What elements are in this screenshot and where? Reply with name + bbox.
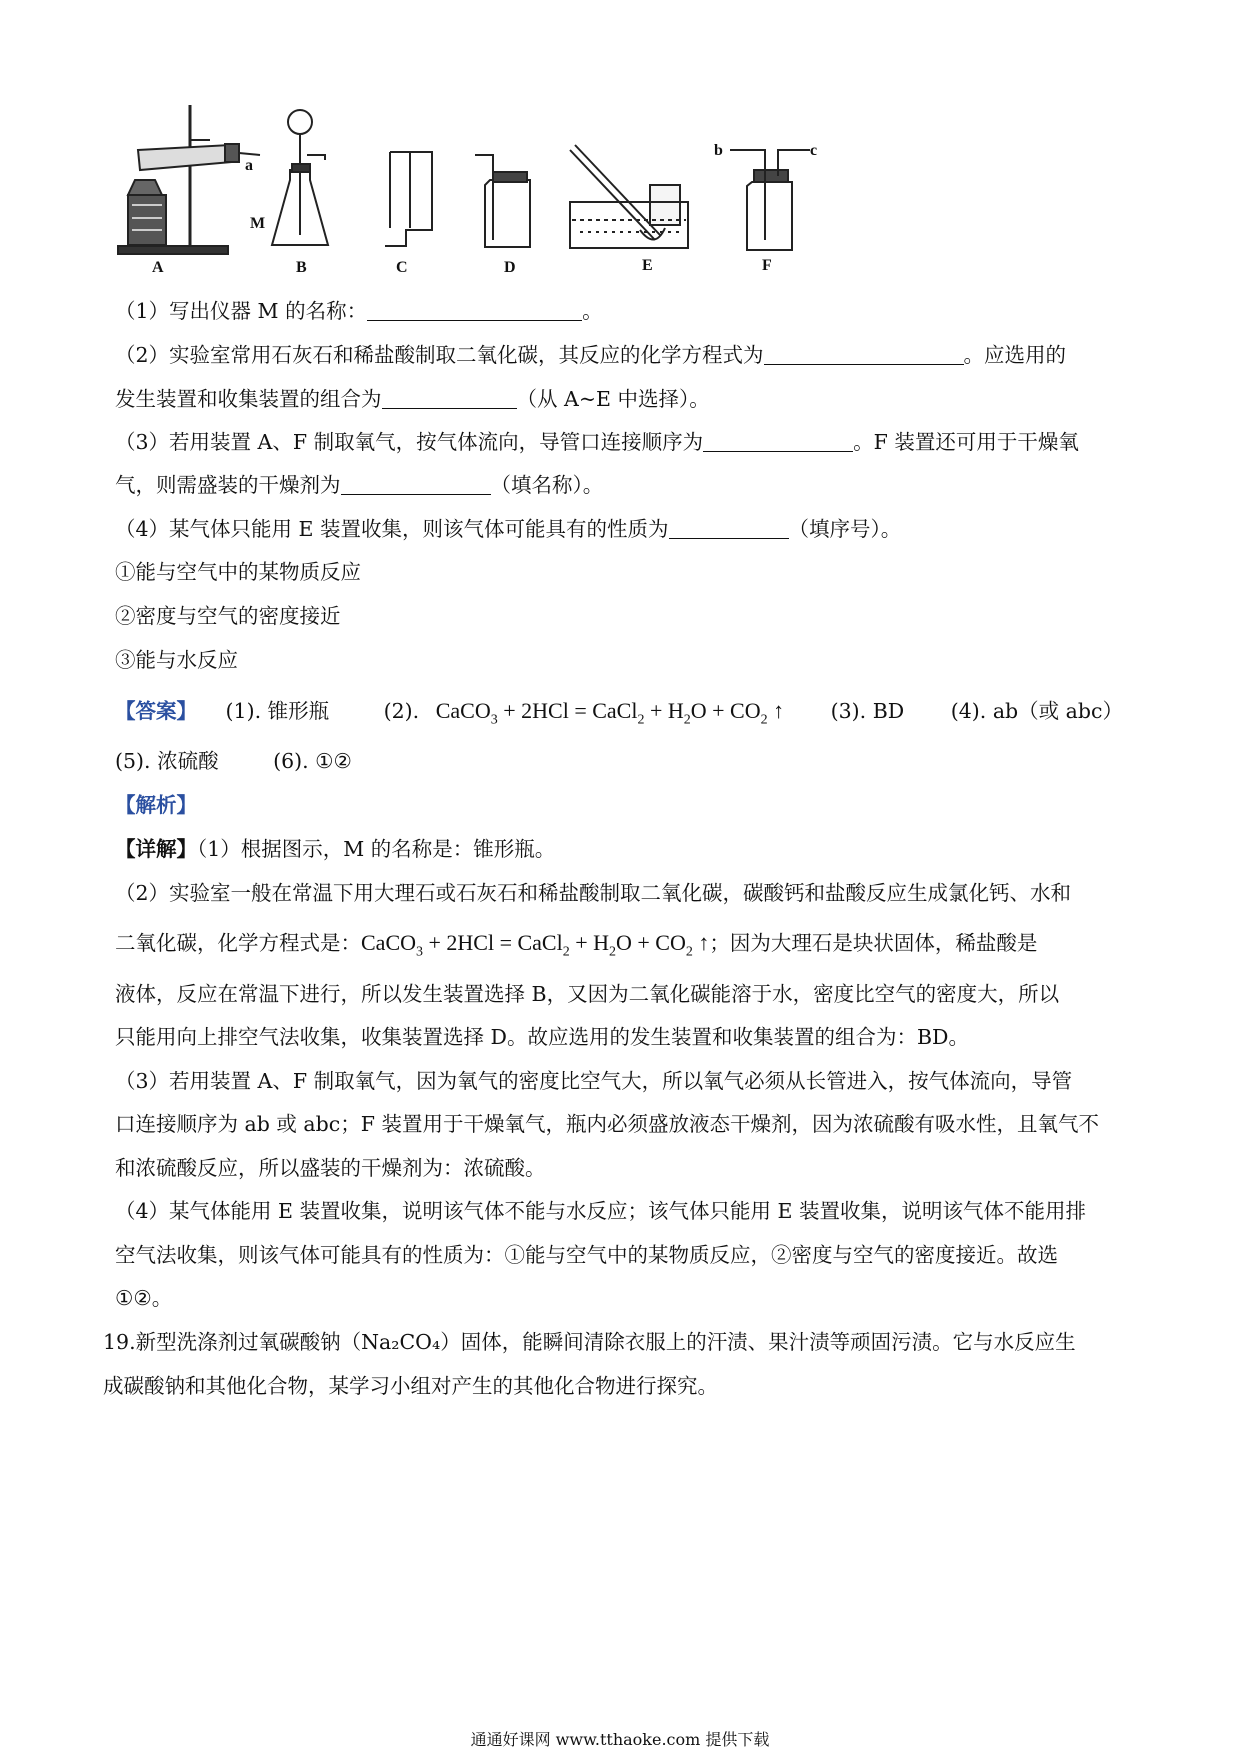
answer-blank <box>703 429 853 452</box>
analysis-p3-l2: 口连接顺序为 ab 或 abc；F 装置用于干燥氧气，瓶内必须盛放液态干燥剂，因为浓硫酸有吸水性，且氧气不 <box>115 1112 1099 1136</box>
footer-watermark: 通通好课网 www.tthaoke.com 提供下载 <box>470 1730 770 1749</box>
answer-blank <box>341 472 491 495</box>
label-c-apparatus: C <box>396 259 408 276</box>
label-b-apparatus: B <box>296 259 307 276</box>
answer-label: 【答案】 <box>115 699 197 723</box>
answer-blank <box>367 298 582 321</box>
apparatus-f <box>730 150 810 250</box>
label-m: M <box>250 215 266 232</box>
equation-caco3-inline: CaCO$_3$ + 2HCl = CaCl$_2$ + $H_2O + CO_2$ ↑ <box>361 930 710 960</box>
equation-caco3: CaCO$_3$ + 2HCl = CaCl$_2$ + $H_2O + CO_2$ ↑ <box>435 698 785 728</box>
question-2-line-1: （2）实验室常用石灰石和稀盐酸制取二氧化碳，其反应的化学方程式为 。应选用的 <box>115 343 1067 367</box>
question-1: （1）写出仪器 M 的名称： 。 <box>115 299 603 323</box>
option-3: ③能与水反应 <box>115 648 238 672</box>
label-d-apparatus: D <box>504 259 516 276</box>
question-19-l2: 成碳酸钠和其他化合物，某学习小组对产生的其他化合物进行探究。 <box>103 1374 718 1398</box>
answer-blank <box>764 342 964 365</box>
apparatus-e <box>570 145 688 248</box>
answer-line-2: (5). 浓硫酸 (6). ①② <box>115 749 352 773</box>
analysis-p4-l2: 空气法收集，则该气体可能具有的性质为：①能与空气中的某物质反应，②密度与空气的密度接近。故选 <box>115 1243 1058 1267</box>
question-3-line-1: （3）若用装置 A、F 制取氧气，按气体流向，导管口连接顺序为 。F 装置还可用于干燥氧 <box>115 430 1079 454</box>
option-2: ②密度与空气的密度接近 <box>115 604 341 628</box>
answer-blank <box>382 386 517 409</box>
question-3-line-2: 气，则需盛装的干燥剂为 （填名称）。 <box>115 473 604 497</box>
analysis-p1: 【详解】（1）根据图示，M 的名称是：锥形瓶。 <box>115 837 556 861</box>
analysis-p2-l1: （2）实验室一般在常温下用大理石或石灰石和稀盐酸制取二氧化碳，碳酸钙和盐酸反应生成氯化钙、水和 <box>115 881 1072 905</box>
apparatus-figure <box>110 100 940 320</box>
label-e-apparatus: E <box>642 257 653 274</box>
analysis-p4-l3: ①②。 <box>115 1286 173 1310</box>
label-tube-c: c <box>810 142 818 159</box>
analysis-p2-l2: 二氧化碳，化学方程式是：CaCO$_3$ + 2HCl = CaCl$_2$ + $H_2O + CO_2$ ↑；因为大理石是块状固体，稀盐酸是 <box>115 930 1038 960</box>
analysis-p4-l1: （4）某气体能用 E 装置收集，说明该气体不能与水反应；该气体只能用 E 装置收集，说明该气体不能用排 <box>115 1199 1087 1223</box>
question-19-l1: 19.新型洗涤剂过氧碳酸钠（Na₂CO₄）固体，能瞬间清除衣服上的汗渍、果汁渍等顽固污渍。它与水反应生 <box>103 1330 1076 1354</box>
label-tube-a: a <box>245 157 253 174</box>
analysis-label: 【解析】 <box>115 793 197 817</box>
apparatus-b <box>272 110 328 245</box>
question-2-line-2: 发生装置和收集装置的组合为 （从 A~E 中选择）。 <box>115 387 710 411</box>
apparatus-d <box>475 155 530 247</box>
analysis-p3-l1: （3）若用装置 A、F 制取氧气，因为氧气的密度比空气大，所以氧气必须从长管进入，按气体流向，导管 <box>115 1069 1073 1093</box>
label-a-apparatus: A <box>152 259 164 276</box>
question-4: （4）某气体只能用 E 装置收集，则该气体可能具有的性质为 （填序号）。 <box>115 517 902 541</box>
answer-line-1: 【答案】 (1). 锥形瓶 (2). CaCO$_3$ + 2HCl = CaCl$_2$ + $H_2O + CO_2$ ↑ (3). BD (4). ab（或 abc） <box>115 698 1124 728</box>
apparatus-c <box>385 152 432 246</box>
analysis-p3-l3: 和浓硫酸反应，所以盛装的干燥剂为：浓硫酸。 <box>115 1156 546 1180</box>
option-1: ①能与空气中的某物质反应 <box>115 560 361 584</box>
label-tube-b: b <box>714 142 723 159</box>
answer-blank <box>669 516 789 539</box>
analysis-p2-l4: 只能用向上排空气法收集，收集装置选择 D。故应选用的发生装置和收集装置的组合为：BD。 <box>115 1025 969 1049</box>
analysis-p2-l3: 液体，反应在常温下进行，所以发生装置选择 B，又因为二氧化碳能溶于水，密度比空气的密度大，所以 <box>115 982 1060 1006</box>
apparatus-a <box>118 105 260 254</box>
label-f-apparatus: F <box>762 257 772 274</box>
